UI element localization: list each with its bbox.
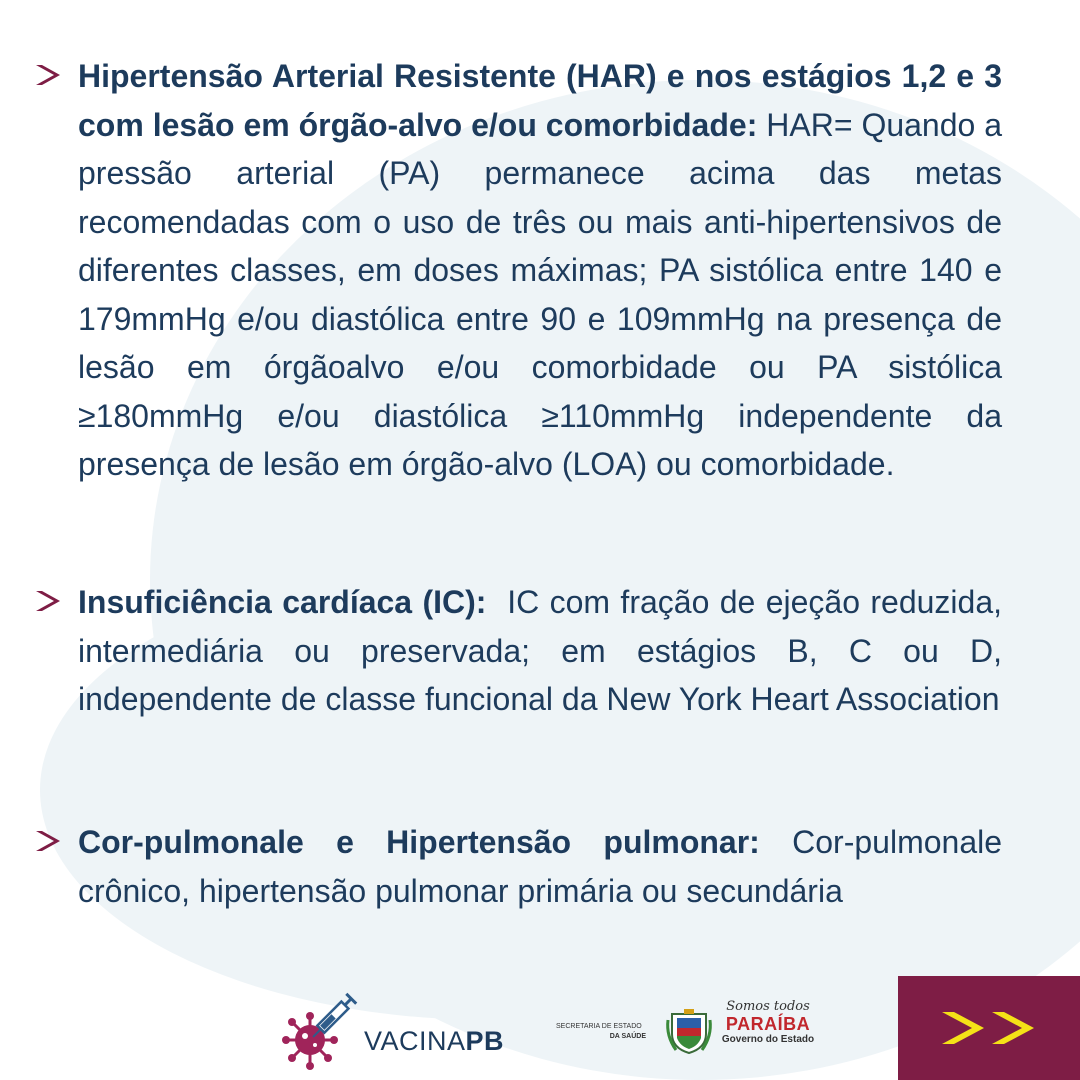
double-chevron-right-icon bbox=[940, 1010, 1040, 1046]
coat-of-arms-icon bbox=[664, 1006, 714, 1056]
governo-subtitle: Governo do Estado bbox=[721, 1034, 815, 1045]
item-text bbox=[78, 52, 1002, 489]
item-body: IC com fração de ejeção reduzida, intermediária ou preservada; em estágios B, C ou D, independente de classe funcional da New York Heart Association bbox=[78, 584, 1003, 717]
secretaria-saude-logo bbox=[556, 1022, 646, 1042]
chevron-right-icon bbox=[33, 60, 63, 90]
secretaria-line1: SECRETARIA DE ESTADO bbox=[556, 1023, 642, 1030]
vacinapb-logo bbox=[280, 988, 520, 1070]
secretaria-line2: DA SAÚDE bbox=[609, 1033, 646, 1040]
list-item-har bbox=[78, 52, 1002, 489]
item-body: HAR= Quando a pressão arterial (PA) permanece acima das metas recomendadas com o uso de três ou mais anti-hipertensivos de diferentes classes, em doses máximas; PA sistólica entre 140 e 179mmHg e/ou diastólica entre 90 e 109mmHg na presença de lesão em órgãoalvo e/ou comorbidade ou PA sistólica ≥180mmHg e/ou diastólica ≥110mmHg independente da presença de lesão em órgão-alvo (LOA) ou comorbidade. bbox=[78, 106, 1003, 482]
list-item-cor-pulmonale bbox=[78, 818, 1002, 915]
vacina-text: VACINA bbox=[364, 1026, 466, 1056]
footer bbox=[0, 970, 1080, 1080]
item-text bbox=[78, 578, 1002, 724]
chevron-right-icon bbox=[33, 586, 63, 616]
pb-text: PB bbox=[465, 1026, 505, 1056]
governo-name: PARAÍBA bbox=[725, 1014, 811, 1034]
governo-paraiba-logo bbox=[718, 1000, 818, 1060]
governo-tagline: Somos todos bbox=[726, 999, 810, 1014]
item-text bbox=[78, 818, 1002, 915]
item-title: Cor-pulmonale e Hipertensão pulmonar: bbox=[78, 824, 760, 860]
list-item-ic bbox=[78, 578, 1002, 724]
next-button[interactable] bbox=[898, 976, 1080, 1080]
item-title: Hipertensão Arterial Resistente (HAR) e nos estágios 1,2 e 3 com lesão em órgão-alvo e/ou comorbidade: bbox=[78, 58, 1002, 143]
chevron-right-icon bbox=[33, 826, 63, 856]
vacinapb-wordmark bbox=[364, 1026, 504, 1057]
item-title: Insuficiência cardíaca (IC): bbox=[78, 584, 487, 620]
item-body: Cor-pulmonale crônico, hipertensão pulmonar primária ou secundária bbox=[78, 824, 1003, 909]
virus-syringe-icon bbox=[280, 988, 362, 1070]
